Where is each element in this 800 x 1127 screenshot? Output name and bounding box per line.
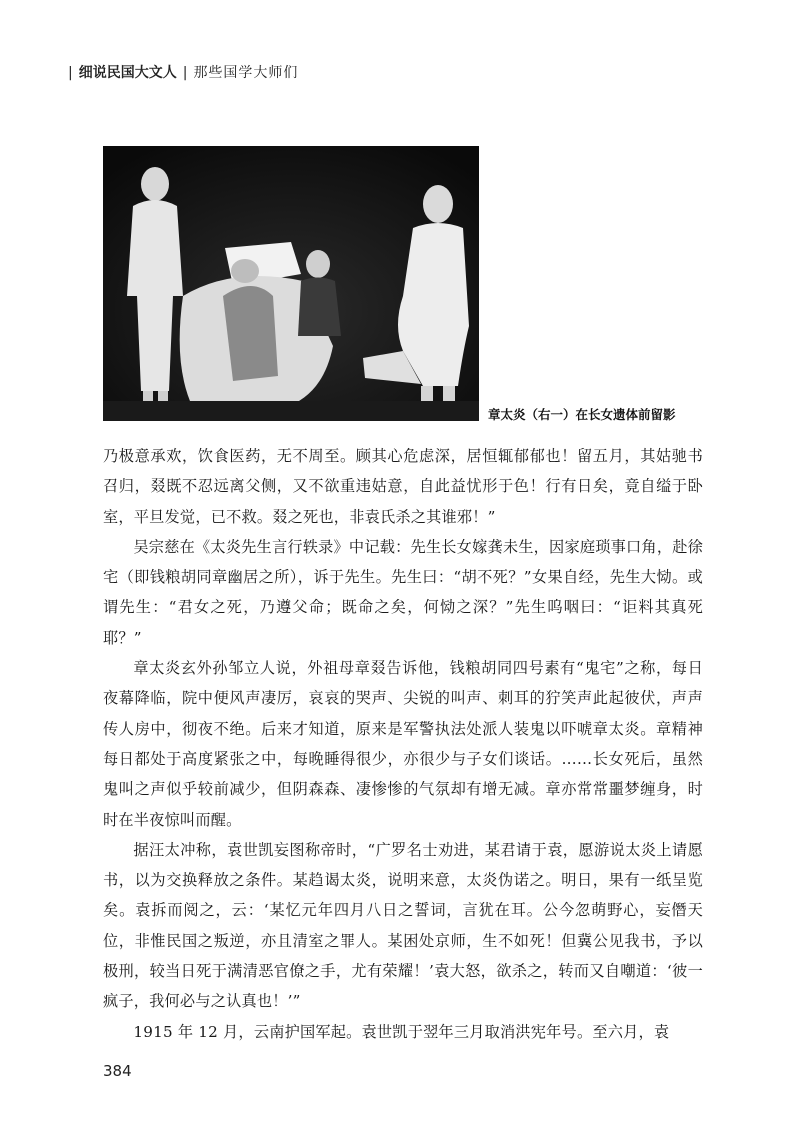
paragraph: 乃极意承欢，饮食医药，无不周至。顾其心危虑深，居恒辄郁郁也！留五月，其姑驰书召归，叕既不忍远离父侧，又不欲重违姑意，自此益忧形于色！行有日矣，竟自缢于卧室，平旦发觉，已不救。叕之死也，非袁氏杀之其谁邪！” <box>103 447 703 526</box>
header-divider: | <box>182 65 188 81</box>
paragraph: 章太炎玄外孙邹立人说，外祖母章叕告诉他，钱粮胡同四号素有“鬼宅”之称，每日夜幕降临，院中便风声凄厉，哀哀的哭声、尖锐的叫声、刺耳的狞笑声此起彼伏，声声传人房中，彻夜不绝。后来才知道，原来是军警执法处派人装鬼以吓唬章太炎。章精神每日都处于高度紧张之中，每晚睡得很少，亦很少与子女们谈话。……长女死后，虽然鬼叫之声似乎较前减少，但阴森森、凄惨惨的气氛却有增无减。章亦常常噩梦缠身，时时在半夜惊叫而醒。 <box>103 659 703 829</box>
paragraph: 吴宗慈在《太炎先生言行轶录》中记载：先生长女嫁龚未生，因家庭琐事口角，赴徐宅（即钱粮胡同章幽居之所），诉于先生。先生曰：“胡不死？”女果自经，先生大恸。或谓先生：“君女之死，乃遵父命；既命之矣，何恸之深？”先生呜咽曰：“讵料其真死耶？” <box>103 537 703 647</box>
photo-caption: 章太炎（右一）在长女遗体前留影 <box>488 407 676 422</box>
header-divider: | <box>68 65 73 81</box>
running-header <box>62 62 298 82</box>
book-subtitle: 那些国学大师们 <box>193 65 299 81</box>
photo-illustration <box>103 146 479 421</box>
historical-photo <box>103 146 479 421</box>
page-number: 384 <box>103 1062 132 1080</box>
paragraph: 据汪太冲称，袁世凯妄图称帝时，“广罗名士劝进，某君请于袁，愿游说太炎上请愿书，以为交换释放之条件。某趋谒太炎，说明来意，太炎伪诺之。明日，果有一纸呈览矣。袁拆而阅之，云：‘某忆元年四月八日之誓词，言犹在耳。公今忽萌野心，妄僭天位，非惟民国之叛逆，亦且清室之罪人。某困处京师，生不如死！但冀公见我书，予以极刑，较当日死于满清恶官僚之手，尤有荣耀！’袁大怒，欲杀之，转而又自嘲道：‘彼一疯子，我何必与之认真也！’” <box>103 840 703 1011</box>
paragraph: 1915 年 12 月，云南护国军起。袁世凯于翌年三月取消洪宪年号。至六月，袁 <box>133 1022 670 1041</box>
book-title: 细说民国大文人 <box>78 65 177 81</box>
body-text <box>103 441 703 1047</box>
